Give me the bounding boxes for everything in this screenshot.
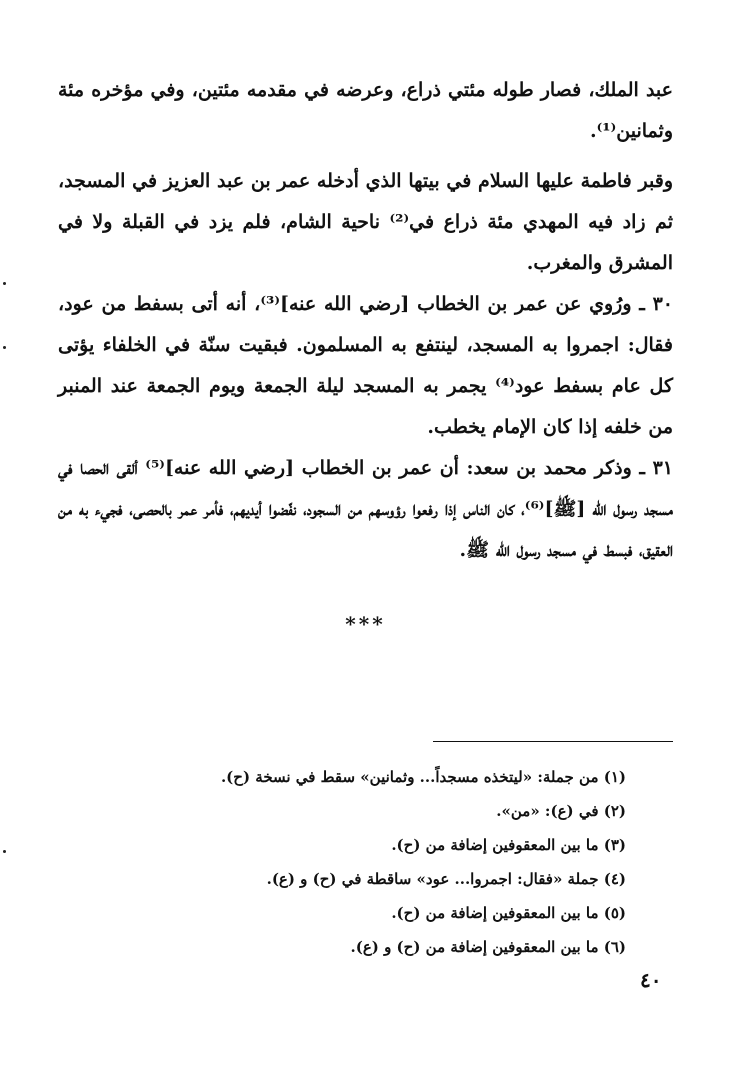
page-number: ٤٠: [640, 968, 662, 992]
paragraph-30: [58, 284, 673, 448]
paragraph-31: [58, 448, 673, 571]
paragraph-2: وقبر فاطمة عليها السلام في بيتها الذي أدخله عمر بن عبد العزيز في المسجد، ثم زاد فيه المهدي مئة ذراع في⁽²⁾ ناحية الشام، فلم يزد في القبلة ولا في المشرق والمغرب.: [58, 170, 673, 274]
section-separator: ***: [345, 612, 386, 636]
paragraph-1: عبد الملك، فصار طوله مئتي ذراع، وعرضه في مقدمه مئتين، وفي مؤخره مئة وثمانين⁽¹⁾.: [58, 79, 673, 142]
footnote-3: (٣) ما بين المعقوفين إضافة من (ح).: [391, 836, 626, 854]
paragraph-continuation: [58, 70, 673, 152]
paragraph-3: ٣٠ ـ ورُوي عن عمر بن الخطاب [رضي الله عنه]⁽³⁾، أنه أتى بسفط من عود، فقال: اجمروا به المسجد، لينتفع به المسلمون. فبقيت سنّة في الخلفاء يؤتى كل عام بسفط عود⁽⁴⁾ يجمر به المسجد ليلة الجمعة ويوم الجمعة عند المنبر من خلفه إذا كان الإمام يخطب.: [58, 293, 673, 438]
footnote-1: (١) من جملة: «ليتخذه مسجداً... وثمانين» سقط في نسخة (ح).: [220, 768, 626, 786]
scan-speck: [3, 346, 6, 349]
footnote-6: (٦) ما بين المعقوفين إضافة من (ح) و (ع).: [350, 938, 626, 956]
footnote-5: (٥) ما بين المعقوفين إضافة من (ح).: [391, 904, 626, 922]
footnote-rule: [433, 741, 673, 742]
footnote-2: (٢) في (ع): «من».: [496, 802, 626, 820]
scan-speck: [3, 282, 6, 285]
paragraph-fatima-grave: [58, 161, 673, 284]
scan-speck: [3, 850, 6, 853]
paragraph-4: ٣١ ـ وذكر محمد بن سعد: أن عمر بن الخطاب [رضي الله عنه]⁽⁵⁾ ألقى الحصا في مسجد رسول الله [ﷺ]⁽⁶⁾، كان الناس إذا رفعوا رؤوسهم من السجود، نفّضوا أيديهم، فأمر عمر بالحصى، فجيء به من العقيق، فبسط في مسجد رسول الله ﷺ.: [58, 457, 673, 561]
footnotes-list: [46, 760, 626, 964]
footnote-4: (٤) جملة «فقال: اجمروا... عود» ساقطة في (ح) و (ع).: [266, 870, 626, 888]
